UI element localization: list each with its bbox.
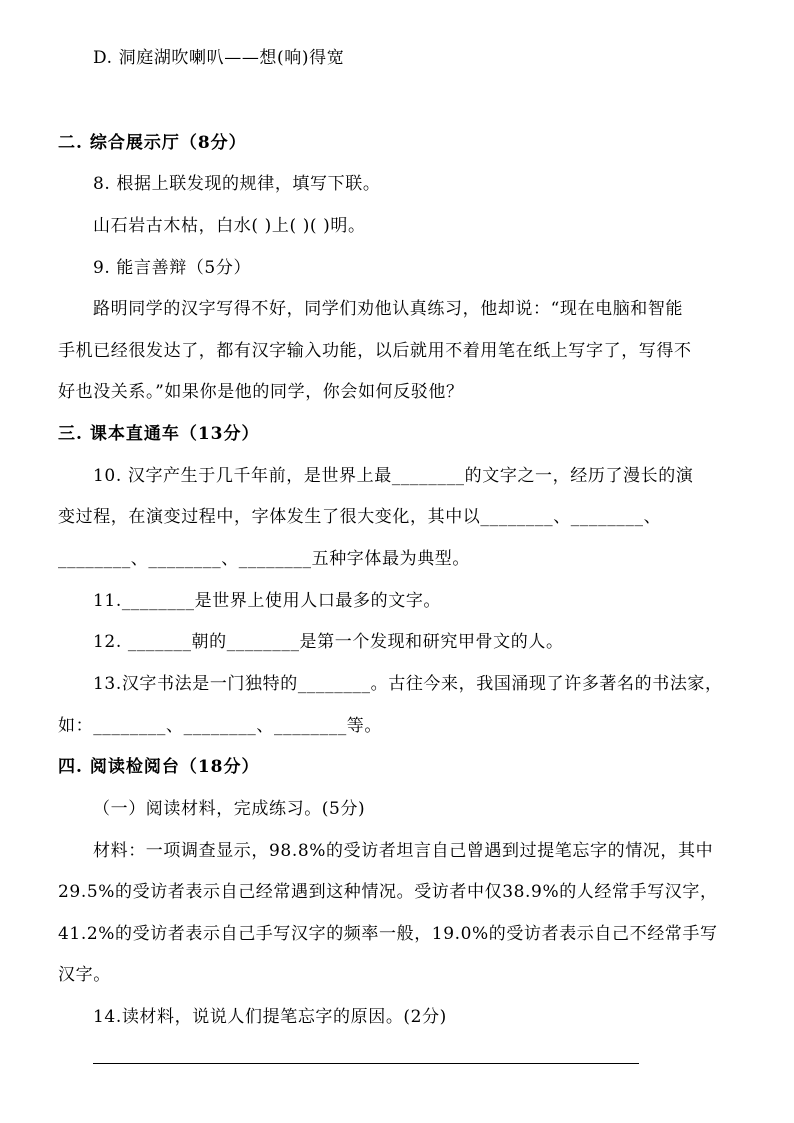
question-13-line: 如：________、________、________等。 (58, 716, 382, 736)
question-10-line: 10. 汉字产生于几千年前，是世界上最________的文字之一，经历了漫长的演 (93, 466, 694, 486)
question-9-title: 9. 能言善辩（5分） (93, 258, 252, 278)
question-14: 14.读材料，说说人们提笔忘字的原因。(2分) (93, 1007, 447, 1027)
material-line: 29.5%的受访者表示自己经常遇到这种情况。受访者中仅38.9%的人经常手写汉字， (58, 882, 718, 902)
reading-part-1-title: （一）阅读材料，完成练习。(5分) (93, 799, 366, 819)
material-line: 41.2%的受访者表示自己手写汉字的频率一般，19.0%的受访者表示自己不经常手写 (58, 924, 718, 944)
question-12: 12. _______朝的________是第一个发现和研究甲骨文的人。 (93, 632, 564, 652)
question-9-line: 路明同学的汉字写得不好，同学们劝他认真练习，他却说：“现在电脑和智能 (93, 299, 684, 319)
question-13-line: 13.汉字书法是一门独特的________。古往今来，我国涌现了许多著名的书法家， (93, 674, 723, 694)
section-4-heading: 四. 阅读检阅台（18分） (58, 757, 260, 777)
question-11: 11.________是世界上使用人口最多的文字。 (93, 591, 442, 611)
question-8-prompt: 8. 根据上联发现的规律，填写下联。 (93, 174, 381, 194)
material-line: 汉字。 (58, 965, 111, 985)
option-d: D. 洞庭湖吹喇叭——想(响)得宽 (93, 48, 345, 68)
section-3-heading: 三. 课本直通车（13分） (58, 424, 260, 444)
material-line: 材料：一项调查显示，98.8%的受访者坦言自己曾遇到过提笔忘字的情况，其中 (93, 841, 714, 861)
answer-line[interactable] (93, 1063, 639, 1064)
question-8-couplet: 山石岩古木枯，白水( )上( )( )明。 (93, 216, 366, 236)
section-2-heading: 二. 综合展示厅（8分） (58, 133, 247, 153)
question-10-line: 变过程，在演变过程中，字体发生了很大变化，其中以________、________、 (58, 507, 662, 527)
question-10-line: ________、________、________五种字体最为典型。 (58, 549, 470, 569)
question-9-line: 好也没关系。”如果你是他的同学，你会如何反驳他？ (58, 382, 464, 402)
question-9-line: 手机已经很发达了，都有汉字输入功能，以后就用不着用笔在纸上写字了，写得不 (58, 341, 692, 361)
